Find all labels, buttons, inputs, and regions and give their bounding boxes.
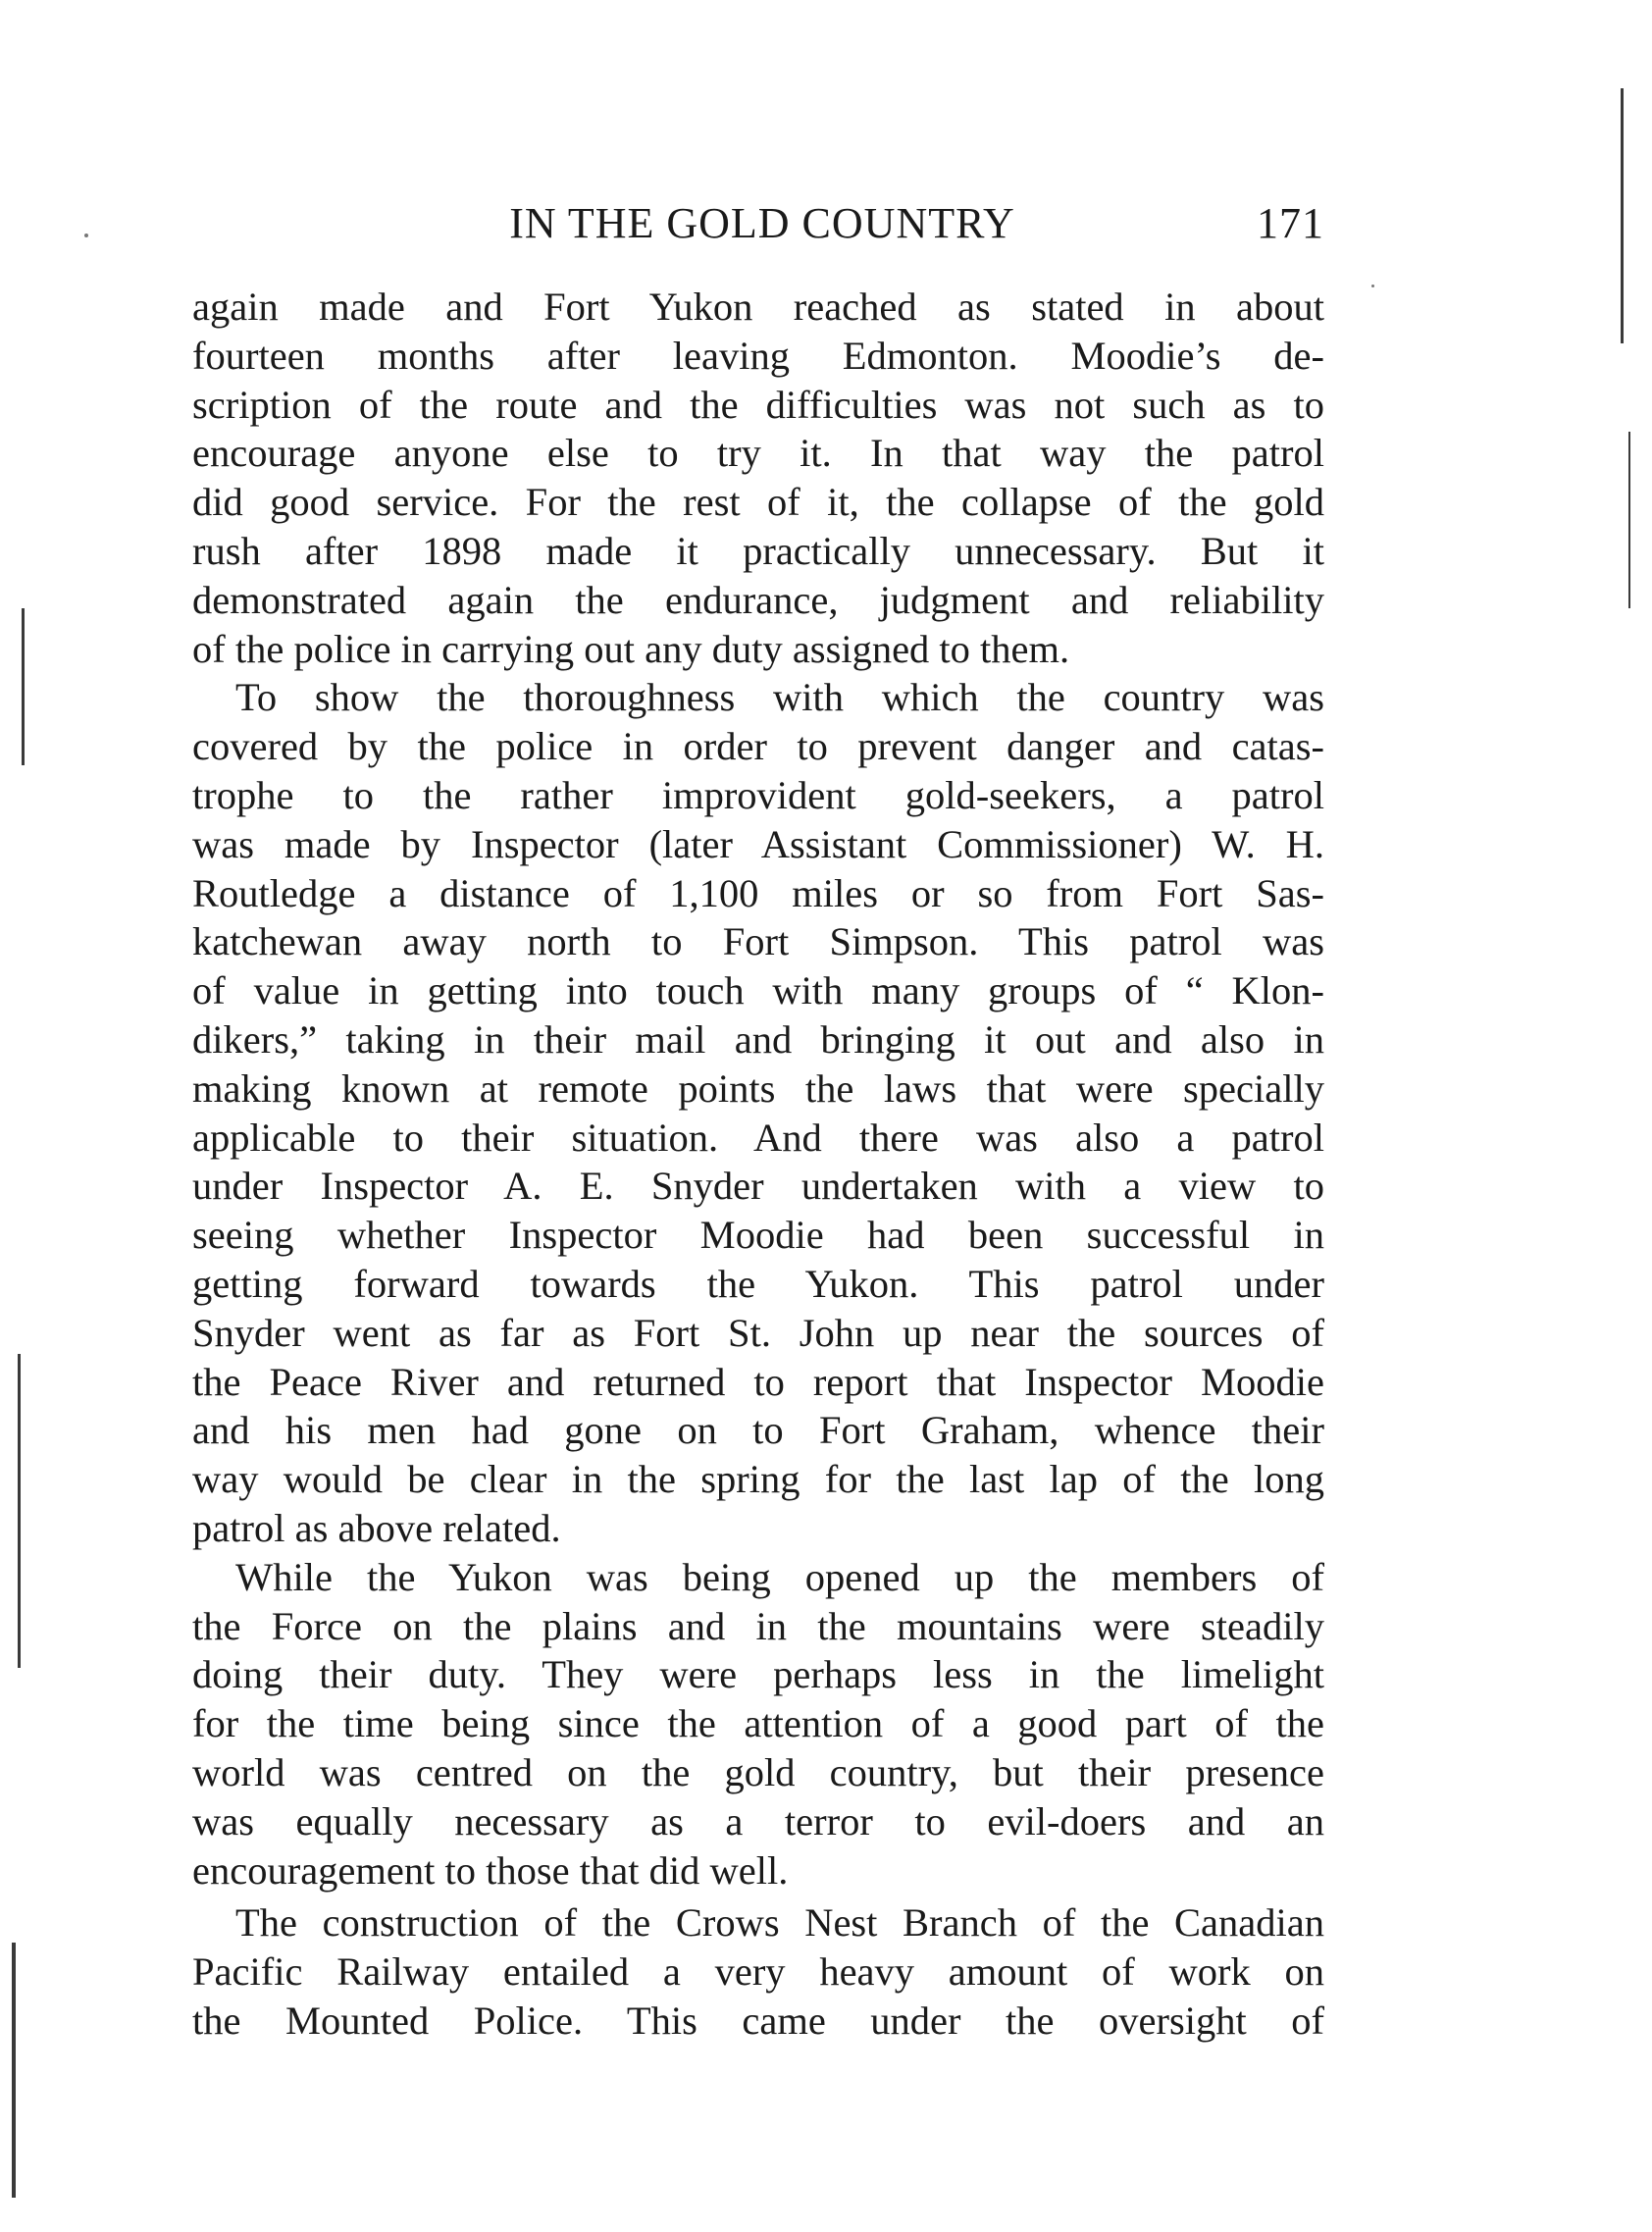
right-scan-edge-mark-mid <box>1628 432 1630 608</box>
text-line: for the time being since the attention of a good part of the <box>192 1701 1324 1746</box>
text-line: To show the thoroughness with which the country was <box>235 675 1324 720</box>
left-scan-edge-mark-bottom <box>12 1943 16 2198</box>
text-line: doing their duty. They were perhaps less in the limelight <box>192 1652 1324 1697</box>
text-line: the Peace River and returned to report that Inspector Moodie <box>192 1359 1324 1404</box>
left-scan-edge-mark <box>22 608 25 765</box>
text-line: dikers,” taking in their mail and bringing it out and also in <box>192 1016 1324 1062</box>
paragraph-3 <box>192 1553 1324 1895</box>
text-line: did good service. For the rest of it, the collapse of the gold <box>192 480 1324 525</box>
running-title: IN THE GOLD COUNTRY <box>509 199 1015 247</box>
scan-speck <box>1371 285 1374 287</box>
text-line: way would be clear in the spring for the last lap of the long <box>192 1457 1324 1502</box>
text-line: getting forward towards the Yukon. This patrol under <box>192 1261 1324 1306</box>
text-line: Routledge a distance of 1,100 miles or so from Fort Sas- <box>192 870 1324 915</box>
left-scan-edge-mark-lower <box>18 1354 21 1668</box>
scan-speck <box>84 234 88 237</box>
text-line: again made and Fort Yukon reached as stated in about <box>192 285 1324 329</box>
text-line: covered by the police in order to prevent danger and catas- <box>192 724 1324 769</box>
text-line: patrol as above related. <box>192 1505 561 1550</box>
page-number: 171 <box>1257 199 1324 247</box>
text-line: rush after 1898 made it practically unnecessary. But it <box>192 528 1324 573</box>
text-line: and his men had gone on to Fort Graham, whence their <box>192 1408 1324 1453</box>
running-head <box>192 198 1332 257</box>
text-line: making known at remote points the laws that were specially <box>192 1065 1324 1111</box>
paragraph-2 <box>192 673 1324 1552</box>
text-line: the Force on the plains and in the mountains were steadily <box>192 1603 1324 1648</box>
right-scan-edge-mark <box>1621 88 1624 343</box>
text-line: The construction of the Crows Nest Branch of the Canadian <box>235 1900 1324 1946</box>
text-line: world was centred on the gold country, but their presence <box>192 1749 1324 1794</box>
paragraph-4 <box>192 1898 1324 2045</box>
text-line: fourteen months after leaving Edmonton. Moodie’s de- <box>192 333 1324 378</box>
paragraph-1 <box>192 283 1324 673</box>
text-line: of value in getting into touch with many groups of “ Klon- <box>192 968 1324 1013</box>
text-line: under Inspector A. E. Snyder undertaken with a view to <box>192 1164 1324 1209</box>
text-line: of the police in carrying out any duty assigned to them. <box>192 626 1070 671</box>
text-line: encouragement to those that did well. <box>192 1847 789 1893</box>
text-line: seeing whether Inspector Moodie had been successful in <box>192 1213 1324 1258</box>
text-line: was equally necessary as a terror to evil-doers and an <box>192 1798 1324 1843</box>
text-line: trophe to the rather improvident gold-seekers, a patrol <box>192 772 1324 817</box>
text-line: katchewan away north to Fort Simpson. This patrol was <box>192 919 1324 964</box>
text-line: was made by Inspector (later Assistant Commissioner) W. H. <box>192 821 1324 866</box>
text-line: While the Yukon was being opened up the members of <box>235 1554 1324 1599</box>
text-line: Pacific Railway entailed a very heavy amount of work on <box>192 1949 1324 1995</box>
text-line: Snyder went as far as Fort St. John up near the sources of <box>192 1310 1324 1355</box>
text-line: the Mounted Police. This came under the oversight of <box>192 1998 1324 2043</box>
text-line: encourage anyone else to try it. In that way the patrol <box>192 431 1324 476</box>
text-line: demonstrated again the endurance, judgment and reliability <box>192 577 1324 622</box>
body-text <box>192 283 1324 2046</box>
text-line: applicable to their situation. And there was also a patrol <box>192 1115 1324 1160</box>
text-line: scription of the route and the difficulties was not such as to <box>192 382 1324 427</box>
